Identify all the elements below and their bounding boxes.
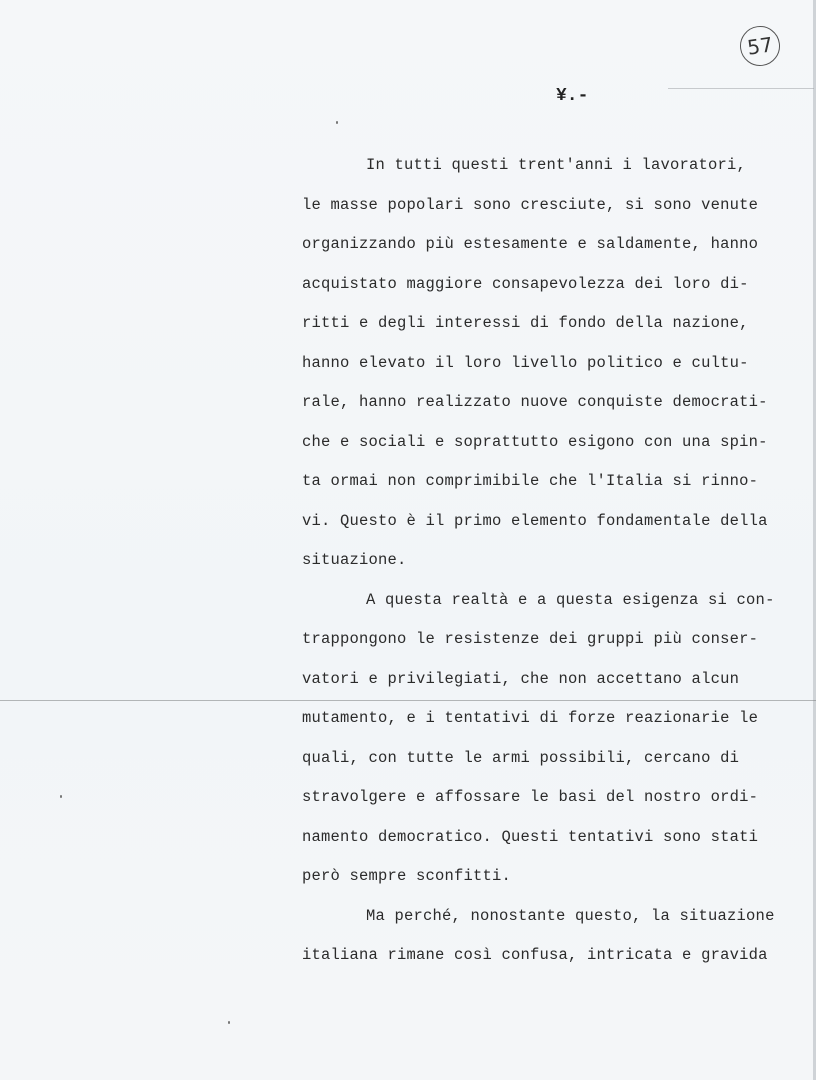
page-marker: ¥.- — [556, 86, 589, 106]
text-line: stravolgere e affossare le basi del nostro ordi- — [302, 788, 759, 806]
text-line: le masse popolari sono cresciute, si sono venute — [302, 195, 759, 214]
text-line: rale, hanno realizzato nuove conquiste democrati- — [302, 393, 768, 411]
text-line: ritti e degli interessi di fondo della nazione, — [302, 314, 749, 332]
text-line: acquistato maggiore consapevolezza dei loro di- — [302, 274, 749, 293]
text-line: quali, con tutte le armi possibili, cercano di — [302, 748, 740, 767]
text-line: Ma perché, nonostante questo, la situazione — [366, 906, 775, 925]
text-line: vi. Questo è il primo elemento fondamentale della — [302, 511, 768, 530]
top-rule — [668, 88, 814, 89]
text-line: situazione. — [302, 551, 407, 569]
text-line: però sempre sconfitti. — [302, 867, 512, 885]
ink-speck — [336, 121, 338, 124]
text-line: che e sociali e soprattutto esigono con una spin- — [302, 432, 768, 451]
text-line: ta ormai non comprimibile che l'Italia si rinno- — [302, 472, 759, 490]
text-line: italiana rimane così confusa, intricata e gravida — [302, 946, 768, 964]
text-line: namento democratico. Questi tentativi sono stati — [302, 827, 759, 846]
text-line: In tutti questi trent'anni i lavoratori, — [366, 156, 747, 174]
text-line: hanno elevato il loro livello politico e cultu- — [302, 353, 749, 372]
text-line: A questa realtà e a questa esigenza si con- — [366, 590, 775, 609]
text-line: mutamento, e i tentativi di forze reazionarie le — [302, 709, 759, 727]
text-line: trappongono le resistenze dei gruppi più conser- — [302, 630, 759, 648]
ink-speck — [228, 1021, 230, 1024]
ink-speck — [60, 795, 62, 798]
text-line: vatori e privilegiati, che non accettano alcun — [302, 669, 740, 688]
typed-text — [302, 146, 802, 976]
page-number-stamp: 57 — [737, 23, 782, 68]
text-line: organizzando più estesamente e saldamente, hanno — [302, 235, 759, 253]
